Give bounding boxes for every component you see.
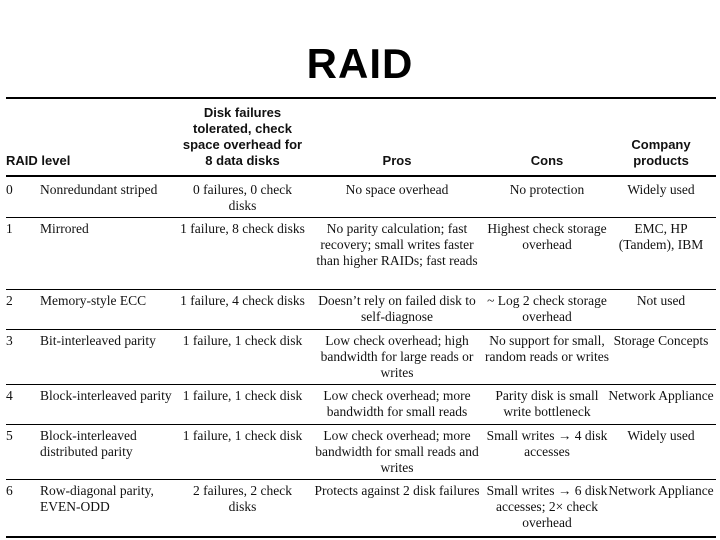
header-cons: Cons [530,153,564,168]
company-products: Widely used [627,428,695,443]
pros-text: Protects against 2 disk failures [314,483,480,498]
header-company-products: Company products [631,137,691,168]
raid-level-name: Block-interleaved distributed parity [40,428,137,459]
cons-text: Small writes → 4 disk accesses [486,428,608,459]
row-divider [6,479,716,480]
table-bottom-rule [6,536,716,538]
row-divider [6,217,716,218]
pros-text: Low check overhead; high bandwidth for large reads or writes [320,333,474,380]
row-number: 1 [6,221,13,236]
header-bottom-rule [6,175,716,177]
raid-level-name: Bit-interleaved parity [40,333,156,348]
row-number: 0 [6,182,13,197]
failures-tolerated: 2 failures, 2 check disks [193,483,292,514]
failures-tolerated: 1 failure, 1 check disk [182,388,303,403]
header-pros: Pros [382,153,412,168]
row-number: 2 [6,293,13,308]
row-divider [6,289,716,290]
pros-text: Doesn’t rely on failed disk to self-diagnose [318,293,476,324]
company-products: Widely used [627,182,695,197]
company-products: Network Appliance [608,483,714,498]
raid-level-name: Row-diagonal parity, EVEN-ODD [40,483,154,514]
row-divider [6,384,716,385]
raid-level-name: Mirrored [40,221,89,236]
slide-title: RAID [306,40,414,87]
pros-text: Low check overhead; more bandwidth for small reads [323,388,471,419]
company-products: Storage Concepts [613,333,709,348]
cons-text: No support for small, random reads or writes [484,333,610,364]
pros-text: No space overhead [345,182,449,197]
row-number: 3 [6,333,13,348]
failures-tolerated: 1 failure, 8 check disks [180,221,305,236]
failures-tolerated: 0 failures, 0 check disks [193,182,292,213]
raid-level-name: Block-interleaved parity [40,388,172,403]
row-number: 4 [6,388,13,403]
header-disk-failures: Disk failures tolerated, check space overhead for 8 data disks [182,105,303,168]
row-number: 6 [6,483,13,498]
row-divider [6,329,716,330]
company-products: Network Appliance [608,388,714,403]
failures-tolerated: 1 failure, 4 check disks [180,293,305,308]
failures-tolerated: 1 failure, 1 check disk [182,333,303,348]
company-products: EMC, HP (Tandem), IBM [618,221,704,252]
row-number: 5 [6,428,13,443]
raid-level-name: Memory-style ECC [40,293,147,308]
header-raid-level: RAID level [6,153,71,168]
cons-text: No protection [509,182,585,197]
cons-text: ~ Log 2 check storage overhead [487,293,607,324]
cons-text: Small writes → 6 disk accesses; 2× check overhead [486,483,608,530]
table-top-rule [6,97,716,99]
failures-tolerated: 1 failure, 1 check disk [182,428,303,443]
company-products: Not used [636,293,686,308]
pros-text: Low check overhead; more bandwidth for small reads and writes [315,428,479,475]
cons-text: Highest check storage overhead [487,221,607,252]
raid-level-name: Nonredundant striped [40,182,158,197]
cons-text: Parity disk is small write bottleneck [495,388,599,419]
row-divider [6,424,716,425]
pros-text: No parity calculation; fast recovery; small writes faster than higher RAIDs; fast reads [316,221,478,268]
